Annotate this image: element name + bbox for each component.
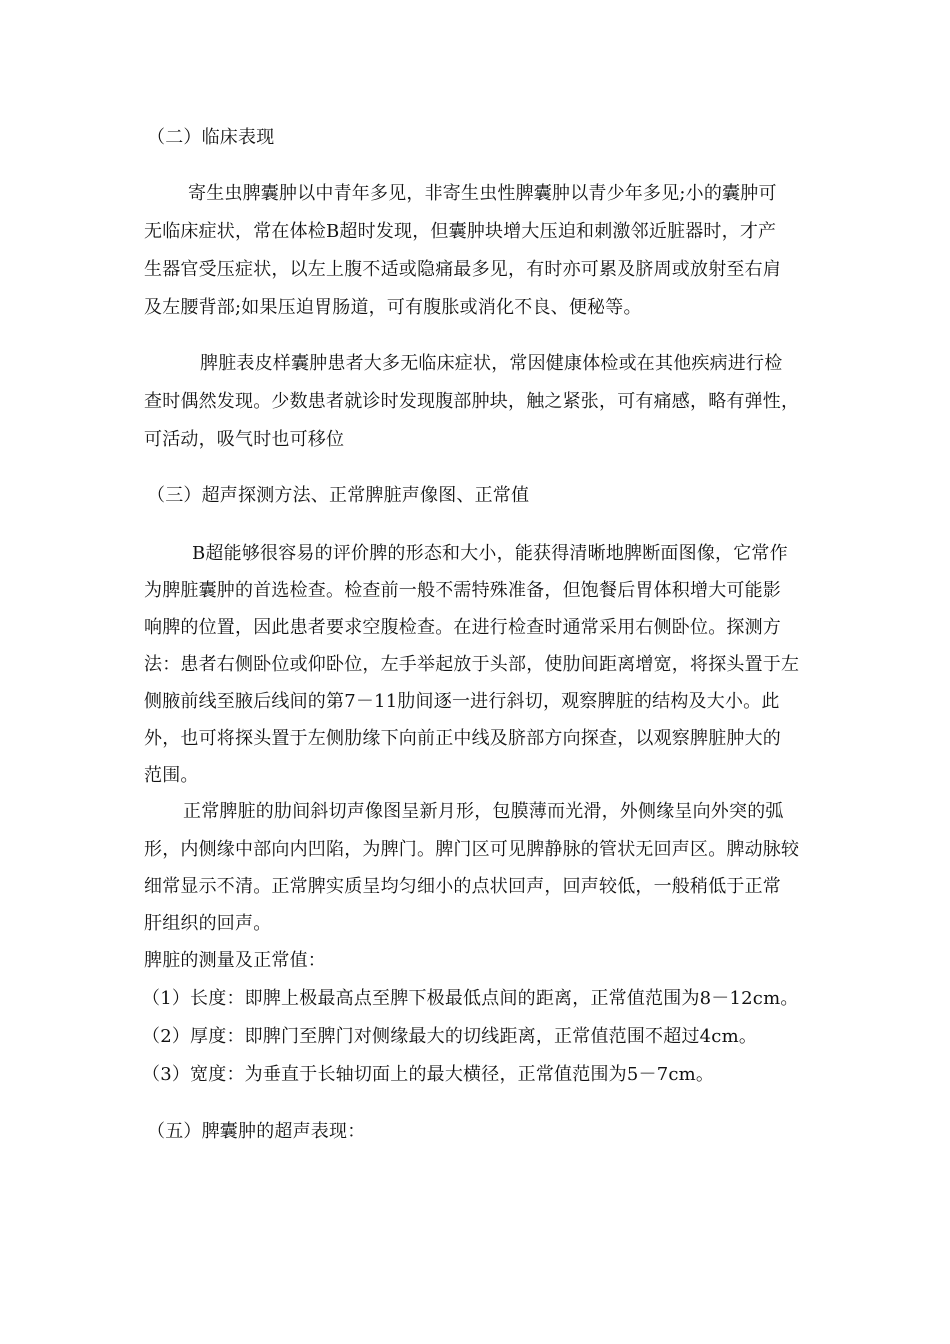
text-line: 范围。 (144, 765, 199, 786)
section-heading-clinical: （二）临床表现 (147, 127, 275, 148)
list-item: （1）长度：即脾上极最高点至脾下极最低点间的距离，正常值范围为8－12cm。 (142, 988, 799, 1009)
list-item: （2）厚度：即脾门至脾门对侧缘最大的切线距离，正常值范围不超过4cm。 (142, 1026, 758, 1047)
text-line: 细常显示不清。正常脾实质呈均匀细小的点状回声，回声较低，一般稍低于正常 (144, 876, 781, 897)
text-line: 外，也可将探头置于左侧肋缘下向前正中线及脐部方向探查，以观察脾脏肿大的 (144, 728, 781, 749)
measurement-title: 脾脏的测量及正常值： (144, 950, 326, 971)
text-line: 形，内侧缘中部向内凹陷，为脾门。脾门区可见脾静脉的管状无回声区。脾动脉较 (144, 839, 800, 860)
text-line: 响脾的位置，因此患者要求空腹检查。在进行检查时通常采用右侧卧位。探测方 (144, 617, 781, 638)
text-line: 为脾脏囊肿的首选检查。检查前一般不需特殊准备，但饱餐后胃体积增大可能影 (144, 580, 781, 601)
text-line: 可活动，吸气时也可移位 (144, 429, 345, 450)
text-line: B超能够很容易的评价脾的形态和大小，能获得清晰地脾断面图像，它常作 (192, 543, 788, 564)
text-line: 及左腰背部;如果压迫胃肠道，可有腹胀或消化不良、便秘等。 (144, 297, 642, 318)
list-item: （3）宽度：为垂直于长轴切面上的最大横径，正常值范围为5－7cm。 (142, 1064, 715, 1085)
text-line: 脾脏表皮样囊肿患者大多无临床症状，常因健康体检或在其他疾病进行检 (200, 353, 783, 374)
text-line: 肝组织的回声。 (144, 913, 272, 934)
text-line: 查时偶然发现。少数患者就诊时发现腹部肿块，触之紧张，可有痛感，略有弹性， (144, 391, 800, 412)
text-line: 法：患者右侧卧位或仰卧位，左手举起放于头部，使肋间距离增宽，将探头置于左 (144, 654, 800, 675)
text-line: 侧腋前线至腋后线间的第7－11肋间逐一进行斜切，观察脾脏的结构及大小。此 (144, 691, 780, 712)
text-line: 生器官受压症状，以左上腹不适或隐痛最多见，有时亦可累及脐周或放射至右肩 (144, 259, 781, 280)
text-line: 寄生虫脾囊肿以中青年多见，非寄生虫性脾囊肿以青少年多见;小的囊肿可 (188, 183, 777, 204)
section-heading-method: （三）超声探测方法、正常脾脏声像图、正常值 (147, 485, 530, 506)
section-heading-ultrasound: （五）脾囊肿的超声表现： (147, 1121, 366, 1142)
text-line: 正常脾脏的肋间斜切声像图呈新月形，包膜薄而光滑，外侧缘呈向外突的弧 (183, 801, 784, 822)
text-line: 无临床症状，常在体检B超时发现，但囊肿块增大压迫和刺激邻近脏器时，才产 (144, 221, 777, 242)
